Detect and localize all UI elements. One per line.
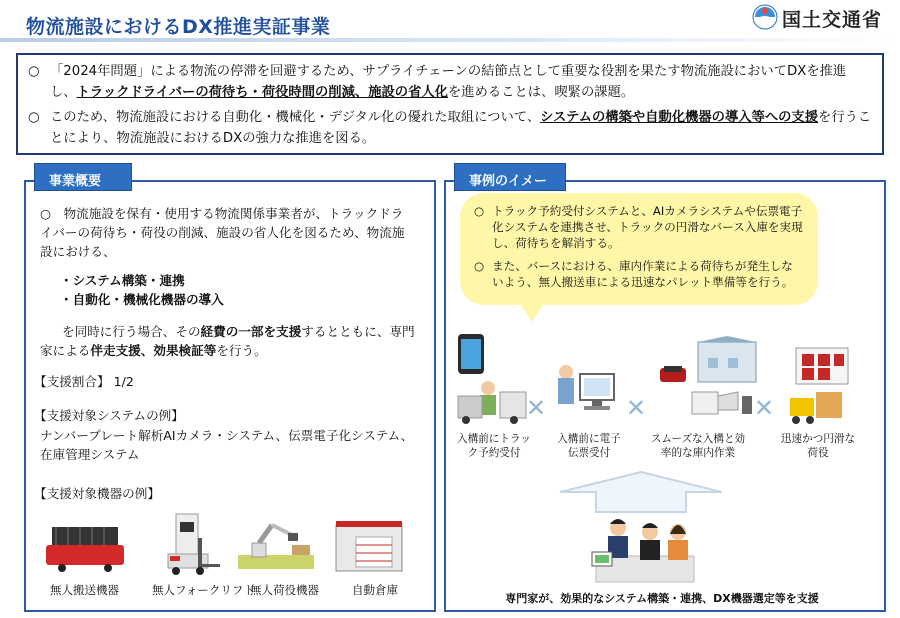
step-label: 入構前に電子伝票受付 xyxy=(557,433,621,459)
intro-text: このため、物流施設における自動化・機械化・デジタル化の優れた取組について、 xyxy=(50,110,541,125)
system-examples-heading: 【支援対象システムの例】 xyxy=(34,408,184,423)
warehouse-entry-image xyxy=(652,336,764,432)
equipment-label: 自動倉庫 xyxy=(352,583,398,597)
intro-text: を行うことにより、物流施設におけるDXの強力な推進を図る。 xyxy=(50,110,872,146)
intro-text: を進めることは、喫緊の課題。 xyxy=(447,85,635,100)
cross-icon: ✕ xyxy=(526,394,547,422)
example-speech-bubble xyxy=(460,193,818,305)
page-title: 物流施設におけるDX推進実証事業 xyxy=(26,16,331,38)
intro-emphasis: トラックドライバーの荷待ち・荷役時間の削減、施設の省人化 xyxy=(76,85,448,100)
example-bullet-1 xyxy=(474,203,804,251)
overview-emphasis: 経費の一部を支援 xyxy=(200,324,302,339)
overview-lead: ○ 物流施設を保有・使用する物流関係事業者が、トラックドライバーの荷待ち・荷役の削減、施設の省人化を図るため、物流施設における、 xyxy=(40,206,405,259)
intro-text: DXを推進し、 xyxy=(50,64,847,100)
expert-support-caption: 専門家が、効果的なシステム構築・連携、DX機器選定等を支援 xyxy=(505,592,819,605)
overview-text: を同時に行う場合、その xyxy=(62,324,201,339)
support-arrow-icon xyxy=(556,470,726,514)
automated-warehouse-image xyxy=(330,515,408,577)
mlit-logo-icon xyxy=(752,4,778,30)
example-text: また、バースにおける、庫内作業による荷待ちが発生しないよう、無人搬送車による迅速なパレット準備等を行う。 xyxy=(492,259,794,289)
loading-image xyxy=(782,344,862,428)
equipment-examples-heading: 【支援対象機器の例】 xyxy=(34,486,160,501)
overview-support-text xyxy=(40,322,418,360)
bullet: ○ xyxy=(28,64,40,79)
intro-paragraph-1 xyxy=(28,61,872,103)
bullet: ○ xyxy=(474,204,485,218)
agv-image xyxy=(42,515,128,577)
equipment-label: 無人搬送機器 xyxy=(50,583,119,597)
overview-item-system: ・システム構築・連携 xyxy=(60,273,185,288)
title-underline xyxy=(0,38,900,42)
overview-tab: 事業概要 xyxy=(34,163,132,191)
truck-reservation-image xyxy=(454,330,528,426)
bullet: ○ xyxy=(28,110,40,125)
cross-icon: ✕ xyxy=(626,394,647,422)
overview-text: を行う。 xyxy=(216,343,267,358)
support-ratio: 【支援割合】 1/2 xyxy=(34,374,134,389)
experts-image xyxy=(588,512,702,586)
header xyxy=(0,0,900,50)
step-label: 迅速かつ円滑な荷役 xyxy=(780,433,856,459)
intro-emphasis: システムの構築や自動化機器の導入等への支援 xyxy=(540,110,819,125)
step-label: 入構前にトラック予約受付 xyxy=(457,433,531,459)
example-bullet-2 xyxy=(474,258,804,290)
system-examples: ナンバープレート解析AIカメラ・システム、伝票電子化システム、在庫管理システム xyxy=(40,428,414,462)
step-label: スムーズな入構と効率的な庫内作業 xyxy=(650,433,746,459)
overview-item-automation: ・自動化・機械化機器の導入 xyxy=(60,292,224,307)
cross-icon: ✕ xyxy=(754,394,775,422)
overview-emphasis: 伴走支援、効果検証等 xyxy=(90,343,217,358)
unmanned-forklift-image xyxy=(158,508,222,580)
speech-bubble-tail xyxy=(518,300,546,322)
robot-arm-image xyxy=(232,515,320,577)
equipment-label: 無人フォークリフト xyxy=(152,583,255,597)
bullet: ○ xyxy=(474,259,485,273)
overview-text: するとともに、専門家による xyxy=(40,324,415,358)
intro-text: 「2024年問題」による物流の停滞を回避するため、サプライチェーンの結節点として重要な役割を果たす物流施設において xyxy=(50,64,787,79)
intro-box xyxy=(16,53,884,155)
electronic-slip-image xyxy=(552,360,622,424)
example-tab: 事例のイメー xyxy=(454,163,566,191)
org-name: 国土交通省 xyxy=(782,9,883,31)
equipment-label: 無人荷役機器 xyxy=(250,583,319,597)
intro-paragraph-2 xyxy=(28,107,872,149)
example-text: トラック予約受付システムと、AIカメラシステムや伝票電子化システムを連携させ、トラックの円滑なバース入庫を実現し、荷待ちを解消する。 xyxy=(492,204,803,250)
